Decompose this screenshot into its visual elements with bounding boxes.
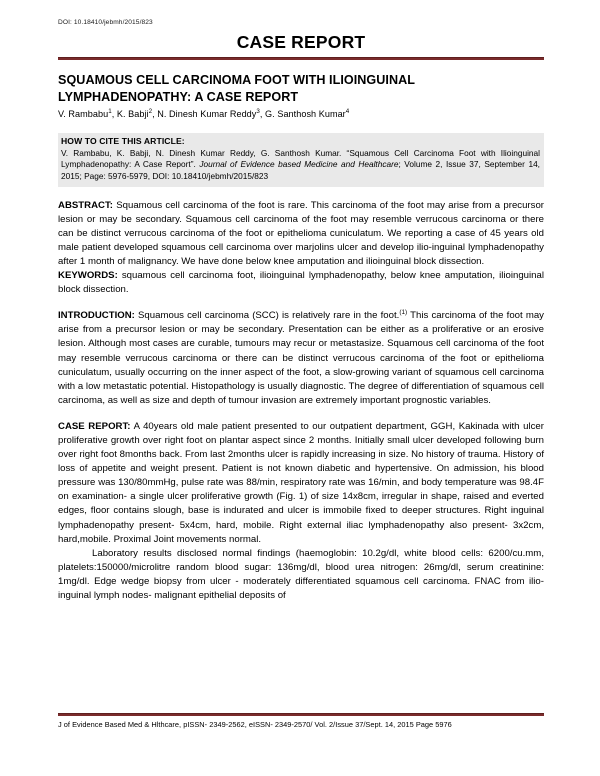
keywords-paragraph: [58, 269, 544, 297]
cite-authors-and-title: V. Rambabu, K. Babji, N. Dinesh Kumar Reddy, G. Santhosh Kumar. “Squamous Cell Carcinoma Foot with Ilioinguinal Lymphadenopathy: A Case Report”.: [61, 147, 540, 170]
keywords-text: squamous cell carcinoma foot, ilioinguinal lymphadenopathy, below knee amputation, ilioinguinal block dissection.: [58, 270, 544, 296]
how-to-cite-heading: HOW TO CITE THIS ARTICLE:: [61, 136, 185, 147]
author-affiliation-marker: 3: [256, 107, 260, 115]
header-rule: [58, 57, 544, 60]
author-affiliation-marker: 1: [108, 107, 112, 115]
author-entry: V. Rambabu$^1$,: [58, 107, 117, 119]
introduction-text-after-citation: This carcinoma of the foot may arise from a precursor lesion or may be secondary. Presentation can be either as a proliferative or an erosive lesion. Although most cases are curable, tumours may recur or metastasize. Squamous cell carcinoma of the foot may resemble verrucous carcinoma or there can be distinct verrucous carcinoma of the foot or epithelioma cuniculatum, usually occurring on the inner aspect of the foot, a slow-growing variant of squamous cell carcinoma with a low metastatic potential. Histopathology is usually diagnostic. The degree of differentiation of squamous cell carcinoma, as well as size and depth of tumour invasion are extremely important prognostic variables.: [58, 310, 544, 406]
abstract-paragraph: [58, 199, 544, 269]
case-report-paragraph-1: [58, 420, 544, 547]
footer-citation-line: J of Evidence Based Med & Hlthcare, pISSN- 2349-2562, eISSN- 2349-2570/ Vol. 2/Issue 37/Sept. 14, 2015 Page 5976: [58, 720, 452, 730]
cite-journal-name: Journal of Evidence based Medicine and Healthcare: [199, 159, 399, 170]
footer-rule: [58, 713, 544, 716]
author-entry: N. Dinesh Kumar Reddy$^3$,: [157, 107, 266, 119]
citation-reference-marker: (1): [399, 309, 408, 317]
how-to-cite-box: [58, 133, 544, 186]
author-list: [58, 108, 544, 120]
section-header-case-report: CASE REPORT: [236, 31, 366, 52]
author-entry: K. Babji$^2$,: [116, 107, 158, 119]
case-report-text-1: A 40years old male patient presented to our outpatient department, GGH, Kakinada with ulcer proliferative growth over right foot on plantar aspect since 2 months. Initially small ulcer developed following burn over right foot 8months back. From last 2months ulcer is rapidly increasing in size. No history of trauma. History of loss of appetite and weight present. Patient is not known diabetic and hypertensive. On admission, his blood pressure was 130/80mmHg, pulse rate was 88/min, respiratory rate was 16/min, and body temperature was 98.4F on examination- a single ulcer proliferative growth (Fig. 1) of size 14x8cm, irregular in shape, raised and everted edges, floor contains slough, base is indurated and ulcer is immobile fixed to deeper structures. Right inguinal lymphadenopathy present- 5x4cm, hard, mobile. Right external iliac lymphadenopathy also present- 3x2cm, hard,mobile. Proximal Joint movements normal.: [58, 420, 544, 545]
author-entry: G. Santhosh Kumar$^4$: [265, 107, 350, 119]
abstract-label: ABSTRACT:: [58, 199, 113, 211]
case-report-paragraph-2: Laboratory results disclosed normal findings (haemoglobin: 10.2g/dl, white blood cells: 6200/cu.mm, platelets:150000/microlitre random blood sugar: 136mg/dl, blood urea nitrogen: 26mg/dl, serum creatinine: 1mg/dl. Edge wedge biopsy from ulcer - moderately differentiated squamous cell carcinoma. FNAC from ilio-inguinal lymph nodes- malignant epithelial deposits of: [58, 547, 544, 601]
keywords-label: KEYWORDS:: [58, 270, 118, 282]
article-title: SQUAMOUS CELL CARCINOMA FOOT WITH ILIOINGUINAL LYMPHADENOPATHY: A CASE REPORT: [58, 73, 415, 104]
introduction-label: INTRODUCTION:: [58, 310, 135, 322]
introduction-text-before-citation: Squamous cell carcinoma (SCC) is relatively rare in the foot.: [134, 310, 400, 322]
how-to-cite-text: [61, 148, 540, 183]
doi-line: DOI: 10.18410/jebmh/2015/823: [58, 19, 153, 26]
cite-locator: ; Volume 2, Issue 37, September 14, 2015; Page: 5976-5979, DOI: 10.18410/jebmh/2015/823: [61, 159, 540, 181]
author-affiliation-marker: 2: [148, 107, 153, 115]
introduction-paragraph: [58, 309, 544, 408]
author-affiliation-marker: 4: [345, 107, 350, 115]
case-report-label: CASE REPORT:: [58, 420, 131, 432]
page-footer: [58, 713, 544, 730]
abstract-text: Squamous cell carcinoma of the foot is rare. This carcinoma of the foot may arise from a precursor lesion or may be secondary. Squamous cell carcinoma of the foot may resemble verrucous carcinoma or there can be distinct verrucous carcinoma of the foot or epithelioma cuniculatum. We reporting a case of 45 years old male patient developed squamous cell carcinoma over marjolins ulcer and develop ilio-inguinal lymphadenopathy after 1 month of malignancy. We have done below knee amputation and ilioinguinal block dissection.: [58, 199, 544, 267]
